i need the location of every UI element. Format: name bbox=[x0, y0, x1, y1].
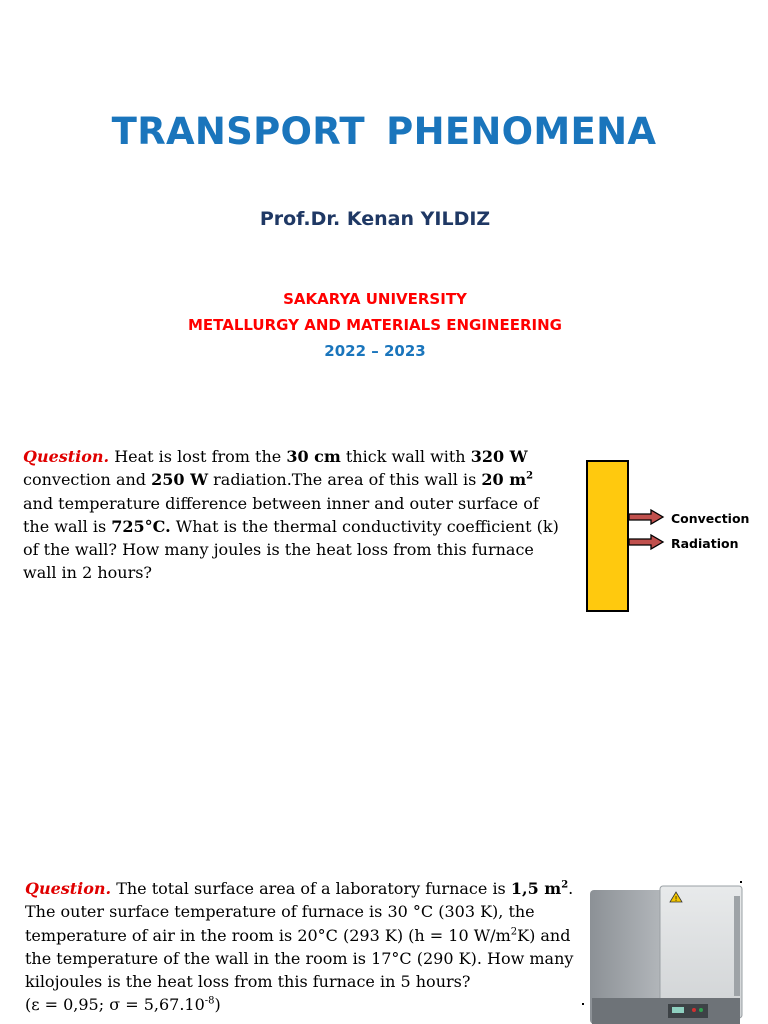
constants-text: ) bbox=[214, 995, 221, 1015]
university-name: SAKARYA UNIVERSITY bbox=[283, 290, 467, 308]
question-text: convection and bbox=[23, 470, 152, 490]
question-text: K) and the temperature of the wall in the room is 17°C (290 K). How many kilojoules is the heat loss from this furnace in 5 hours? bbox=[25, 925, 574, 992]
convection-value: 320 W bbox=[470, 447, 528, 466]
question-label: Question. bbox=[25, 879, 112, 898]
constants-text: (ε = 0,95; σ = 5,67.10 bbox=[25, 995, 205, 1015]
question-1 bbox=[23, 445, 568, 585]
surface-area-value: 1,5 $m^2$ bbox=[510, 879, 569, 898]
author-name: Prof.Dr. Kenan YILDIZ bbox=[259, 208, 491, 230]
question-text: What is the thermal conductivity coefficient (k) of the wall? How many joules is the heat loss from this furnace wall in 2 hours? bbox=[23, 516, 559, 583]
question-2 bbox=[25, 877, 577, 1017]
wall-heat-loss-diagram bbox=[585, 459, 755, 615]
question-text: The total surface area of a laboratory furnace is bbox=[111, 879, 511, 898]
question-text: radiation.The area of this wall is bbox=[208, 470, 482, 490]
convection-label: Convection bbox=[671, 511, 750, 526]
wall-rect bbox=[587, 461, 628, 611]
department-name: METALLURGY AND MATERIALS ENGINEERING bbox=[188, 316, 562, 334]
radiation-label: Radiation bbox=[671, 536, 739, 551]
radiation-value: 250 W bbox=[151, 470, 209, 490]
question-text: . The outer surface temperature of furnace is 30 °C (303 K), the temperature of air in the room is 20°C (293 K) (h = 10 W/m bbox=[25, 879, 574, 945]
area-value: 20 $m^2$ bbox=[481, 470, 534, 490]
temperature-difference-value: 725°C. bbox=[111, 516, 171, 536]
question-label: Question. bbox=[23, 447, 110, 466]
superscript: -8 bbox=[204, 996, 215, 1008]
question-text: and temperature difference between inner and outer surface of the wall is bbox=[23, 493, 539, 536]
convection-arrow-icon bbox=[629, 510, 663, 524]
radiation-arrow-icon bbox=[629, 535, 663, 549]
document-title: TRANSPORT PHENOMENA bbox=[111, 110, 657, 153]
svg-text:!: ! bbox=[674, 895, 678, 903]
superscript: 2 bbox=[510, 926, 518, 938]
question-text: Heat is lost from the bbox=[109, 447, 287, 466]
academic-year: 2022 – 2023 bbox=[324, 342, 426, 360]
thickness-value: 30 cm bbox=[286, 447, 341, 466]
question-text: thick wall with bbox=[340, 447, 471, 466]
laboratory-furnace-image bbox=[584, 880, 744, 1024]
